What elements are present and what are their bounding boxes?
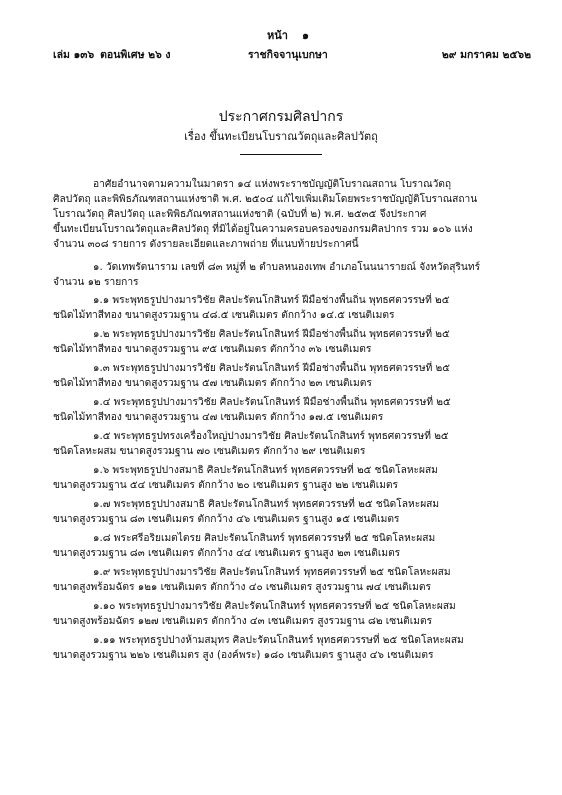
intro-paragraph: [53, 177, 531, 252]
item-line: ชนิดไม้ทาสีทอง ขนาดสูงรวมฐาน ๙๕ เซนติเมตร ตักกว้าง ๓๖ เซนติเมตร: [53, 344, 372, 355]
item-line: ขนาดสูงรวมฐาน ๒๒๖ เซนติเมตร สูง (องค์พระ) ๑๘๐ เซนติเมตร ฐานสูง ๔๖ เซนติเมตร: [53, 650, 434, 661]
intro-line: ขึ้นทะเบียนโบราณวัตถุและศิลปวัตถุ ที่มิได้อยู่ในความครอบครองของกรมศิลปากร รวม ๑๐๖ แห่ง: [53, 224, 473, 235]
item-line: ๑.๑๑ พระพุทธรูปปางห้ามสมุทร ศิลปะรัตนโกสินทร์ พุทธศตวรรษที่ ๒๕ ชนิดโลหะผสม: [93, 635, 464, 646]
intro-line: จำนวน ๓๐๘ รายการ ดังรายละเอียดและภาพถ่าย ที่แนบท้ายประกาศนี้: [53, 239, 359, 250]
item-line: ขนาดสูงพร้อมฉัตร ๑๒๑ เซนติเมตร ตักกว้าง ๔๐ เซนติเมตร สูงรวมฐาน ๗๔ เซนติเมตร: [53, 582, 431, 593]
list-item: [53, 429, 531, 459]
intro-line: อาศัยอำนาจตามความในมาตรา ๑๔ แห่งพระราชบัญญัติโบราณสถาน โบราณวัตถุ: [93, 179, 452, 190]
title-divider: [240, 154, 322, 155]
page-number: ๑: [301, 29, 309, 42]
item-line: ขนาดสูงรวมฐาน ๘๓ เซนติเมตร ตักกว้าง ๔๖ เซนติเมตร ฐานสูง ๑๕ เซนติเมตร: [53, 514, 400, 525]
section-line: จำนวน ๑๒ รายการ: [53, 277, 139, 288]
item-line: ๑.๒ พระพุทธรูปปางมารวิชัย ศิลปะรัตนโกสินทร์ ฝีมือช่างพื้นถิ่น พุทธศตวรรษที่ ๒๕: [93, 329, 450, 340]
list-item: [53, 565, 531, 595]
item-line: ๑.๓ พระพุทธรูปปางมารวิชัย ศิลปะรัตนโกสินทร์ ฝีมือช่างพื้นถิ่น พุทธศตวรรษที่ ๒๕: [93, 363, 450, 374]
announcement-title: ประกาศกรมศิลปากร: [218, 109, 344, 125]
list-item: [53, 293, 531, 323]
list-item: [53, 327, 531, 357]
item-line: ๑.๔ พระพุทธรูปปางมารวิชัย ศิลปะรัตนโกสินทร์ ฝีมือช่างพื้นถิ่น พุทธศตวรรษที่ ๒๕: [93, 397, 451, 408]
list-item: [53, 361, 531, 391]
special-issue-label: ตอนพิเศษ ๒๖ ง: [100, 49, 171, 61]
list-item: [53, 463, 531, 493]
item-line: ชนิดไม้ทาสีทอง ขนาดสูงรวมฐาน ๔๘.๕ เซนติเมตร ตักกว้าง ๑๔.๕ เซนติเมตร: [53, 310, 395, 321]
intro-line: ศิลปวัตถุ และพิพิธภัณฑสถานแห่งชาติ พ.ศ. ๒๕๐๔ แก้ไขเพิ่มเติมโดยพระราชบัญญัติโบราณสถาน: [53, 194, 478, 205]
list-item: [53, 599, 531, 629]
page-number-line: [0, 26, 562, 44]
item-list: [53, 293, 531, 667]
announcement-subject: เรื่อง ขึ้นทะเบียนโบราณวัตถุและศิลปวัตถุ: [184, 130, 378, 143]
gazette-name: ราชกิจจานุเบกษา: [248, 49, 328, 61]
list-item: [53, 531, 531, 561]
item-line: ๑.๑ พระพุทธรูปปางมารวิชัย ศิลปะรัตนโกสินทร์ ฝีมือช่างพื้นถิ่น พุทธศตวรรษที่ ๒๕: [93, 295, 450, 306]
item-line: ขนาดสูงรวมฐาน ๘๓ เซนติเมตร ตักกว้าง ๔๔ เซนติเมตร ฐานสูง ๒๓ เซนติเมตร: [53, 548, 401, 559]
item-line: ๑.๑๐ พระพุทธรูปปางมารวิชัย ศิลปะรัตนโกสินทร์ พุทธศตวรรษที่ ๒๕ ชนิดโลหะผสม: [93, 601, 456, 612]
section-1-heading: [53, 260, 531, 290]
issue-date: ๒๙ มกราคม ๒๕๖๒: [441, 49, 531, 61]
list-item: [53, 497, 531, 527]
item-line: ชนิดไม้ทาสีทอง ขนาดสูงรวมฐาน ๕๗ เซนติเมตร ตักกว้าง ๒๓ เซนติเมตร: [53, 378, 372, 389]
item-line: ขนาดสูงรวมฐาน ๕๔ เซนติเมตร ตักกว้าง ๒๐ เซนติเมตร ฐานสูง ๒๒ เซนติเมตร: [53, 480, 399, 491]
list-item: [53, 395, 531, 425]
item-line: ขนาดสูงพร้อมฉัตร ๑๒๗ เซนติเมตร ตักกว้าง ๔๓ เซนติเมตร สูงรวมฐาน ๘๒ เซนติเมตร: [53, 616, 433, 627]
section-line: ๑. วัดเทพรัตนาราม เลขที่ ๘๓ หมู่ที่ ๒ ตำบลหนองเทพ อำเภอโนนนารายณ์ จังหวัดสุรินทร์: [93, 262, 481, 273]
volume-label: เล่ม ๑๓๖: [53, 49, 95, 61]
intro-line: โบราณวัตถุ ศิลปวัตถุ และพิพิธภัณฑสถานแห่งชาติ (ฉบับที่ ๒) พ.ศ. ๒๕๓๕ จึงประกาศ: [53, 209, 427, 220]
item-line: ๑.๙ พระพุทธรูปปางมารวิชัย ศิลปะรัตนโกสินทร์ พุทธศตวรรษที่ ๒๕ ชนิดโลหะผสม: [93, 567, 451, 578]
list-item: [53, 633, 531, 663]
item-line: ๑.๘ พระศรีอริยเมตไตรย ศิลปะรัตนโกสินทร์ พุทธศตวรรษที่ ๒๕ ชนิดโลหะผสม: [93, 533, 436, 544]
item-line: ๑.๕ พระพุทธรูปทรงเครื่องใหญ่ปางมารวิชัย ศิลปะรัตนโกสินทร์ พุทธศตวรรษที่ ๒๕: [93, 431, 449, 442]
item-line: ชนิดไม้ทาสีทอง ขนาดสูงรวมฐาน ๔๗ เซนติเมตร ตักกว้าง ๑๗.๕ เซนติเมตร: [53, 412, 384, 423]
item-line: ชนิดโลหะผสม ขนาดสูงรวมฐาน ๗๐ เซนติเมตร ตักกว้าง ๒๙ เซนติเมตร: [53, 446, 366, 457]
item-line: ๑.๖ พระพุทธรูปปางสมาธิ ศิลปะรัตนโกสินทร์ พุทธศตวรรษที่ ๒๕ ชนิดโลหะผสม: [93, 465, 438, 476]
item-line: ๑.๗ พระพุทธรูปปางสมาธิ ศิลปะรัตนโกสินทร์ พุทธศตวรรษที่ ๒๕ ชนิดโลหะผสม: [93, 499, 440, 510]
page-label: หน้า: [267, 29, 288, 42]
